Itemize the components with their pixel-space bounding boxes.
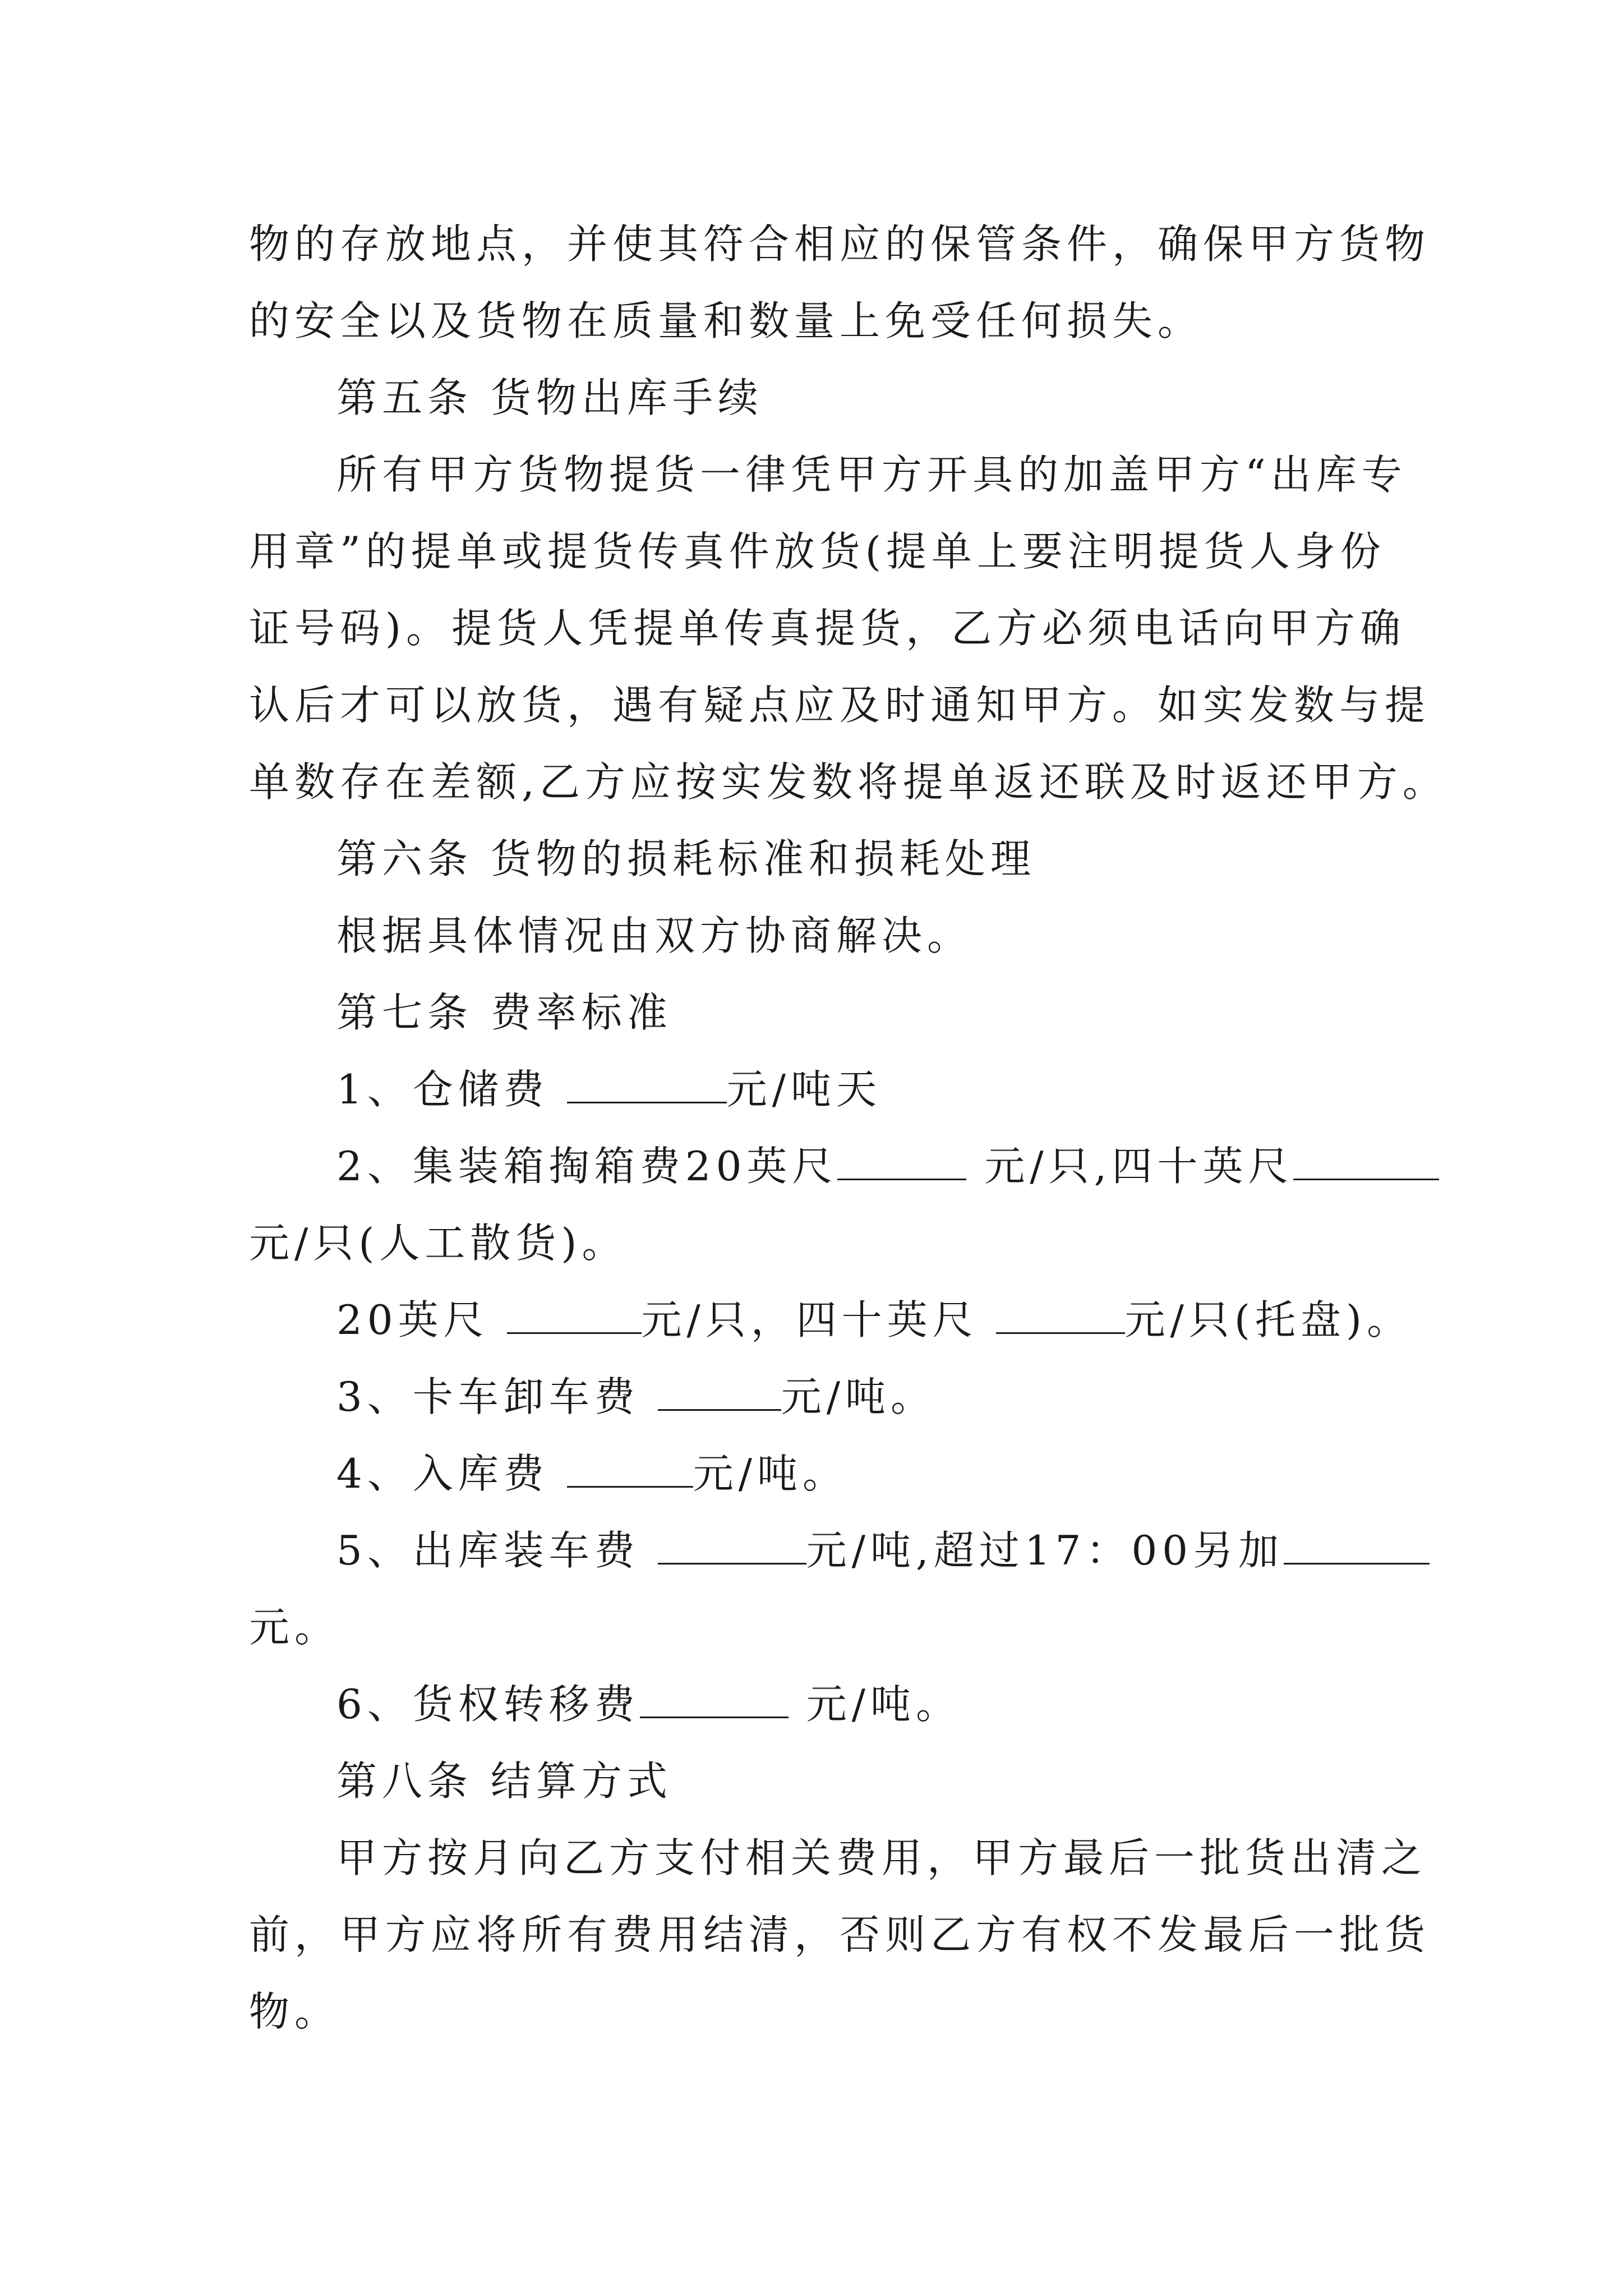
fill-in-blank[interactable] xyxy=(567,1451,693,1488)
body-text-line: 认后才可以放货，遇有疑点应及时通知甲方。如实发数与提 xyxy=(249,682,1431,729)
fee-label: 1、仓储费 xyxy=(336,1066,567,1113)
fee-label: 6、货权转移费 xyxy=(336,1681,640,1728)
fee-unit: 元/吨。 xyxy=(693,1450,848,1497)
fill-in-blank[interactable] xyxy=(658,1374,781,1411)
fee-unit: 元/只(托盘)。 xyxy=(1124,1296,1413,1343)
body-text-line: 用章”的提单或提货传真件放货(提单上要注明提货人身份 xyxy=(249,528,1386,575)
fee-unit: 元/只,四十英尺 xyxy=(966,1143,1294,1190)
article-heading: 第五条 货物出库手续 xyxy=(336,374,763,421)
body-text-line: 的安全以及货物在质量和数量上免受任何损失。 xyxy=(249,297,1204,344)
fill-in-blank[interactable] xyxy=(658,1528,806,1565)
fee-label: 2、集装箱掏箱费20英尺 xyxy=(336,1143,838,1190)
body-text-line: 所有甲方货物提货一律凭甲方开具的加盖甲方“出库专 xyxy=(336,451,1407,498)
fee-line-outbound xyxy=(336,1525,1430,1576)
fee-line-unloading xyxy=(336,1372,936,1422)
fee-label: 4、入库费 xyxy=(336,1450,567,1497)
fill-in-blank[interactable] xyxy=(640,1682,789,1718)
fill-in-blank[interactable] xyxy=(1293,1144,1439,1180)
body-text-line: 单数存在差额,乙方应按实发数将提单返还联及时返还甲方。 xyxy=(249,758,1448,806)
body-text-line: 物的存放地点，并使其符合相应的保管条件，确保甲方货物 xyxy=(249,220,1431,268)
fee-label: 3、卡车卸车费 xyxy=(336,1373,658,1420)
body-text-line: 物。 xyxy=(249,1988,340,2035)
fee-label: 5、出库装车费 xyxy=(336,1527,658,1574)
fee-line-unpacking xyxy=(336,1141,1439,1191)
fee-label: 20英尺 xyxy=(336,1296,507,1343)
fee-unit: 元/吨。 xyxy=(781,1373,936,1420)
fill-in-blank[interactable] xyxy=(1284,1528,1430,1565)
fill-in-blank[interactable] xyxy=(507,1297,642,1334)
fee-line-inbound xyxy=(336,1448,848,1499)
body-text-line: 甲方按月向乙方支付相关费用，甲方最后一批货出清之 xyxy=(336,1834,1427,1881)
fee-unit: 元/吨。 xyxy=(788,1681,961,1728)
body-text-line: 根据具体情况由双方协商解决。 xyxy=(336,912,973,959)
fill-in-blank[interactable] xyxy=(567,1067,727,1103)
body-text-line: 元。 xyxy=(249,1604,340,1651)
article-heading: 第六条 货物的损耗标准和损耗处理 xyxy=(336,835,1036,882)
fill-in-blank[interactable] xyxy=(996,1297,1125,1334)
fee-line-storage xyxy=(336,1064,882,1115)
fee-unit: 元/吨,超过17：00另加 xyxy=(806,1527,1284,1574)
body-text-line: 证号码)。提货人凭提单传真提货，乙方必须电话向甲方确 xyxy=(249,605,1406,652)
body-text-line: 前，甲方应将所有费用结清，否则乙方有权不发最后一批货 xyxy=(249,1911,1431,1958)
fee-line-pallet xyxy=(336,1295,1412,1345)
fee-line-transfer xyxy=(336,1679,961,1729)
fill-in-blank[interactable] xyxy=(837,1144,966,1180)
fee-unit: 元/吨天 xyxy=(726,1066,882,1113)
article-heading: 第八条 结算方式 xyxy=(336,1757,672,1805)
fee-unit: 元/只，四十英尺 xyxy=(641,1296,996,1343)
article-heading: 第七条 费率标准 xyxy=(336,989,672,1036)
body-text-line: 元/只(人工散货)。 xyxy=(249,1220,628,1267)
